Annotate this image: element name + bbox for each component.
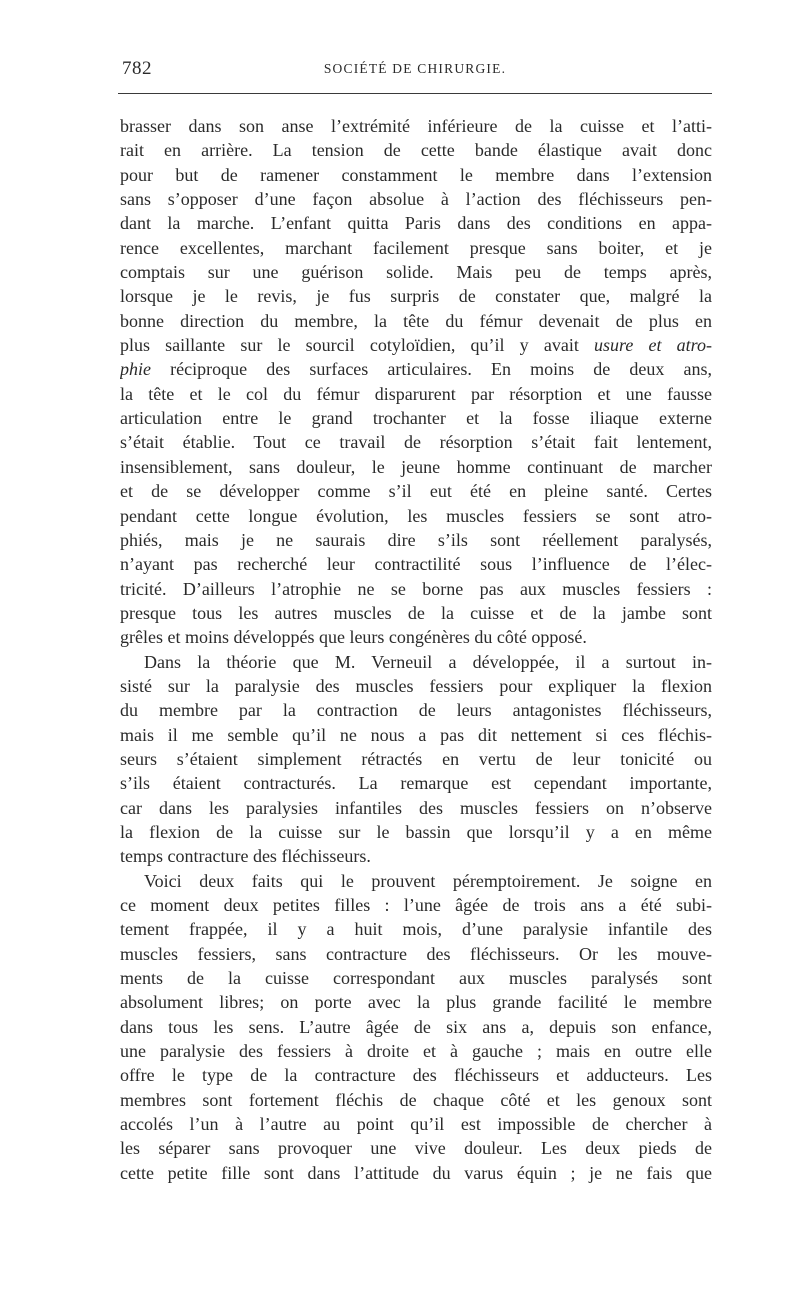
- text-line: s’ils étaient contracturés. La remarque est cependant importante,: [120, 773, 712, 794]
- text-line: temps contracture des fléchisseurs.: [120, 846, 371, 867]
- text-line: la flexion de la cuisse sur le bassin que lorsqu’il y a en même: [120, 821, 712, 842]
- text-line: sans s’opposer d’une façon absolue à l’action des fléchisseurs pen-: [120, 189, 712, 210]
- text-line: absolument libres; on porte avec la plus grande facilité le membre: [120, 992, 712, 1013]
- text-line: seurs s’étaient simplement rétractés en vertu de leur tonicité ou: [120, 748, 712, 769]
- text-line: et de se développer comme s’il eut été en pleine santé. Certes: [120, 481, 712, 502]
- running-head: SOCIÉTÉ DE CHIRURGIE.: [323, 61, 507, 76]
- page-header: [118, 58, 712, 94]
- text-line: ments de la cuisse correspondant aux muscles paralysés sont: [120, 968, 712, 989]
- text-line: membres sont fortement fléchis de chaque côté et les genoux sont: [120, 1089, 712, 1110]
- page-number: 782: [122, 58, 152, 79]
- text-line: s’était établie. Tout ce travail de résorption s’était fait lentement,: [120, 432, 712, 453]
- italic-text: phie: [120, 359, 151, 380]
- text-line: grêles et moins développés que leurs congénères du côté opposé.: [120, 627, 587, 648]
- text-line: insensiblement, sans douleur, le jeune homme continuant de marcher: [120, 456, 712, 477]
- text-line: tricité. D’ailleurs l’atrophie ne se borne pas aux muscles fessiers :: [120, 578, 712, 599]
- text-line: Dans la théorie que M. Verneuil a développée, il a surtout in-: [144, 651, 712, 672]
- text-line: muscles fessiers, sans contracture des fléchisseurs. Or les mouve-: [120, 943, 712, 964]
- text-line: la tête et le col du fémur disparurent par résorption et une fausse: [120, 383, 712, 404]
- text-line: n’ayant pas recherché leur contractilité sous l’influence de l’élec-: [120, 554, 712, 575]
- text-segment: plus saillante sur le sourcil cotyloïdien, qu’il y avait: [120, 335, 594, 356]
- text-line: cette petite fille sont dans l’attitude du varus équin ; je ne fais que: [120, 1162, 712, 1183]
- text-line: car dans les paralysies infantiles des muscles fessiers on n’observe: [120, 797, 712, 818]
- text-line: sisté sur la paralysie des muscles fessiers pour expliquer la flexion: [120, 675, 712, 696]
- text-line: [120, 333, 712, 357]
- text-line: brasser dans son anse l’extrémité inférieure de la cuisse et l’atti-: [120, 116, 712, 136]
- text-line: dans tous les sens. L’autre âgée de six ans a, depuis son enfance,: [120, 1016, 712, 1037]
- body-text: [120, 114, 712, 1185]
- text-line: pour but de ramener constamment le membre dans l’extension: [120, 164, 712, 185]
- text-line: rence excellentes, marchant facilement presque sans boiter, et je: [120, 237, 712, 258]
- text-line: lorsque je le revis, je fus surpris de constater que, malgré la: [120, 286, 712, 307]
- text-segment: réciproque des surfaces articulaires. En moins de deux ans,: [151, 359, 712, 380]
- text-line: dant la marche. L’enfant quitta Paris dans des conditions en appa-: [120, 213, 712, 234]
- text-line: rait en arrière. La tension de cette bande élastique avait donc: [120, 140, 712, 161]
- text-line: [120, 357, 712, 381]
- text-line: pendant cette longue évolution, les muscles fessiers se sont atro-: [120, 505, 712, 526]
- text-line: du membre par la contraction de leurs antagonistes fléchisseurs,: [120, 700, 712, 721]
- italic-text: usure et atro-: [594, 335, 712, 356]
- text-line: accolés l’un à l’autre au point qu’il est impossible de chercher à: [120, 1114, 712, 1135]
- text-line: tement frappée, il y a huit mois, d’une paralysie infantile des: [120, 919, 712, 940]
- header-rule: [118, 93, 712, 94]
- text-line: Voici deux faits qui le prouvent péremptoirement. Je soigne en: [144, 870, 712, 891]
- text-line: ce moment deux petites filles : l’une âgée de trois ans a été subi-: [120, 895, 712, 915]
- text-line: phiés, mais je ne saurais dire s’ils sont réellement paralysés,: [120, 529, 712, 550]
- text-line: les séparer sans provoquer une vive douleur. Les deux pieds de: [120, 1138, 712, 1159]
- text-line: mais il me semble qu’il ne nous a pas dit nettement si ces fléchis-: [120, 724, 712, 745]
- text-line: comptais sur une guérison solide. Mais peu de temps après,: [120, 262, 712, 283]
- text-line: articulation entre le grand trochanter et la fosse iliaque externe: [120, 408, 712, 429]
- text-line: presque tous les autres muscles de la cuisse et de la jambe sont: [120, 602, 712, 623]
- text-line: offre le type de la contracture des fléchisseurs et adducteurs. Les: [120, 1065, 712, 1086]
- text-line: une paralysie des fessiers à droite et à gauche ; mais en outre elle: [120, 1041, 712, 1062]
- text-line: bonne direction du membre, la tête du fémur devenait de plus en: [120, 310, 712, 331]
